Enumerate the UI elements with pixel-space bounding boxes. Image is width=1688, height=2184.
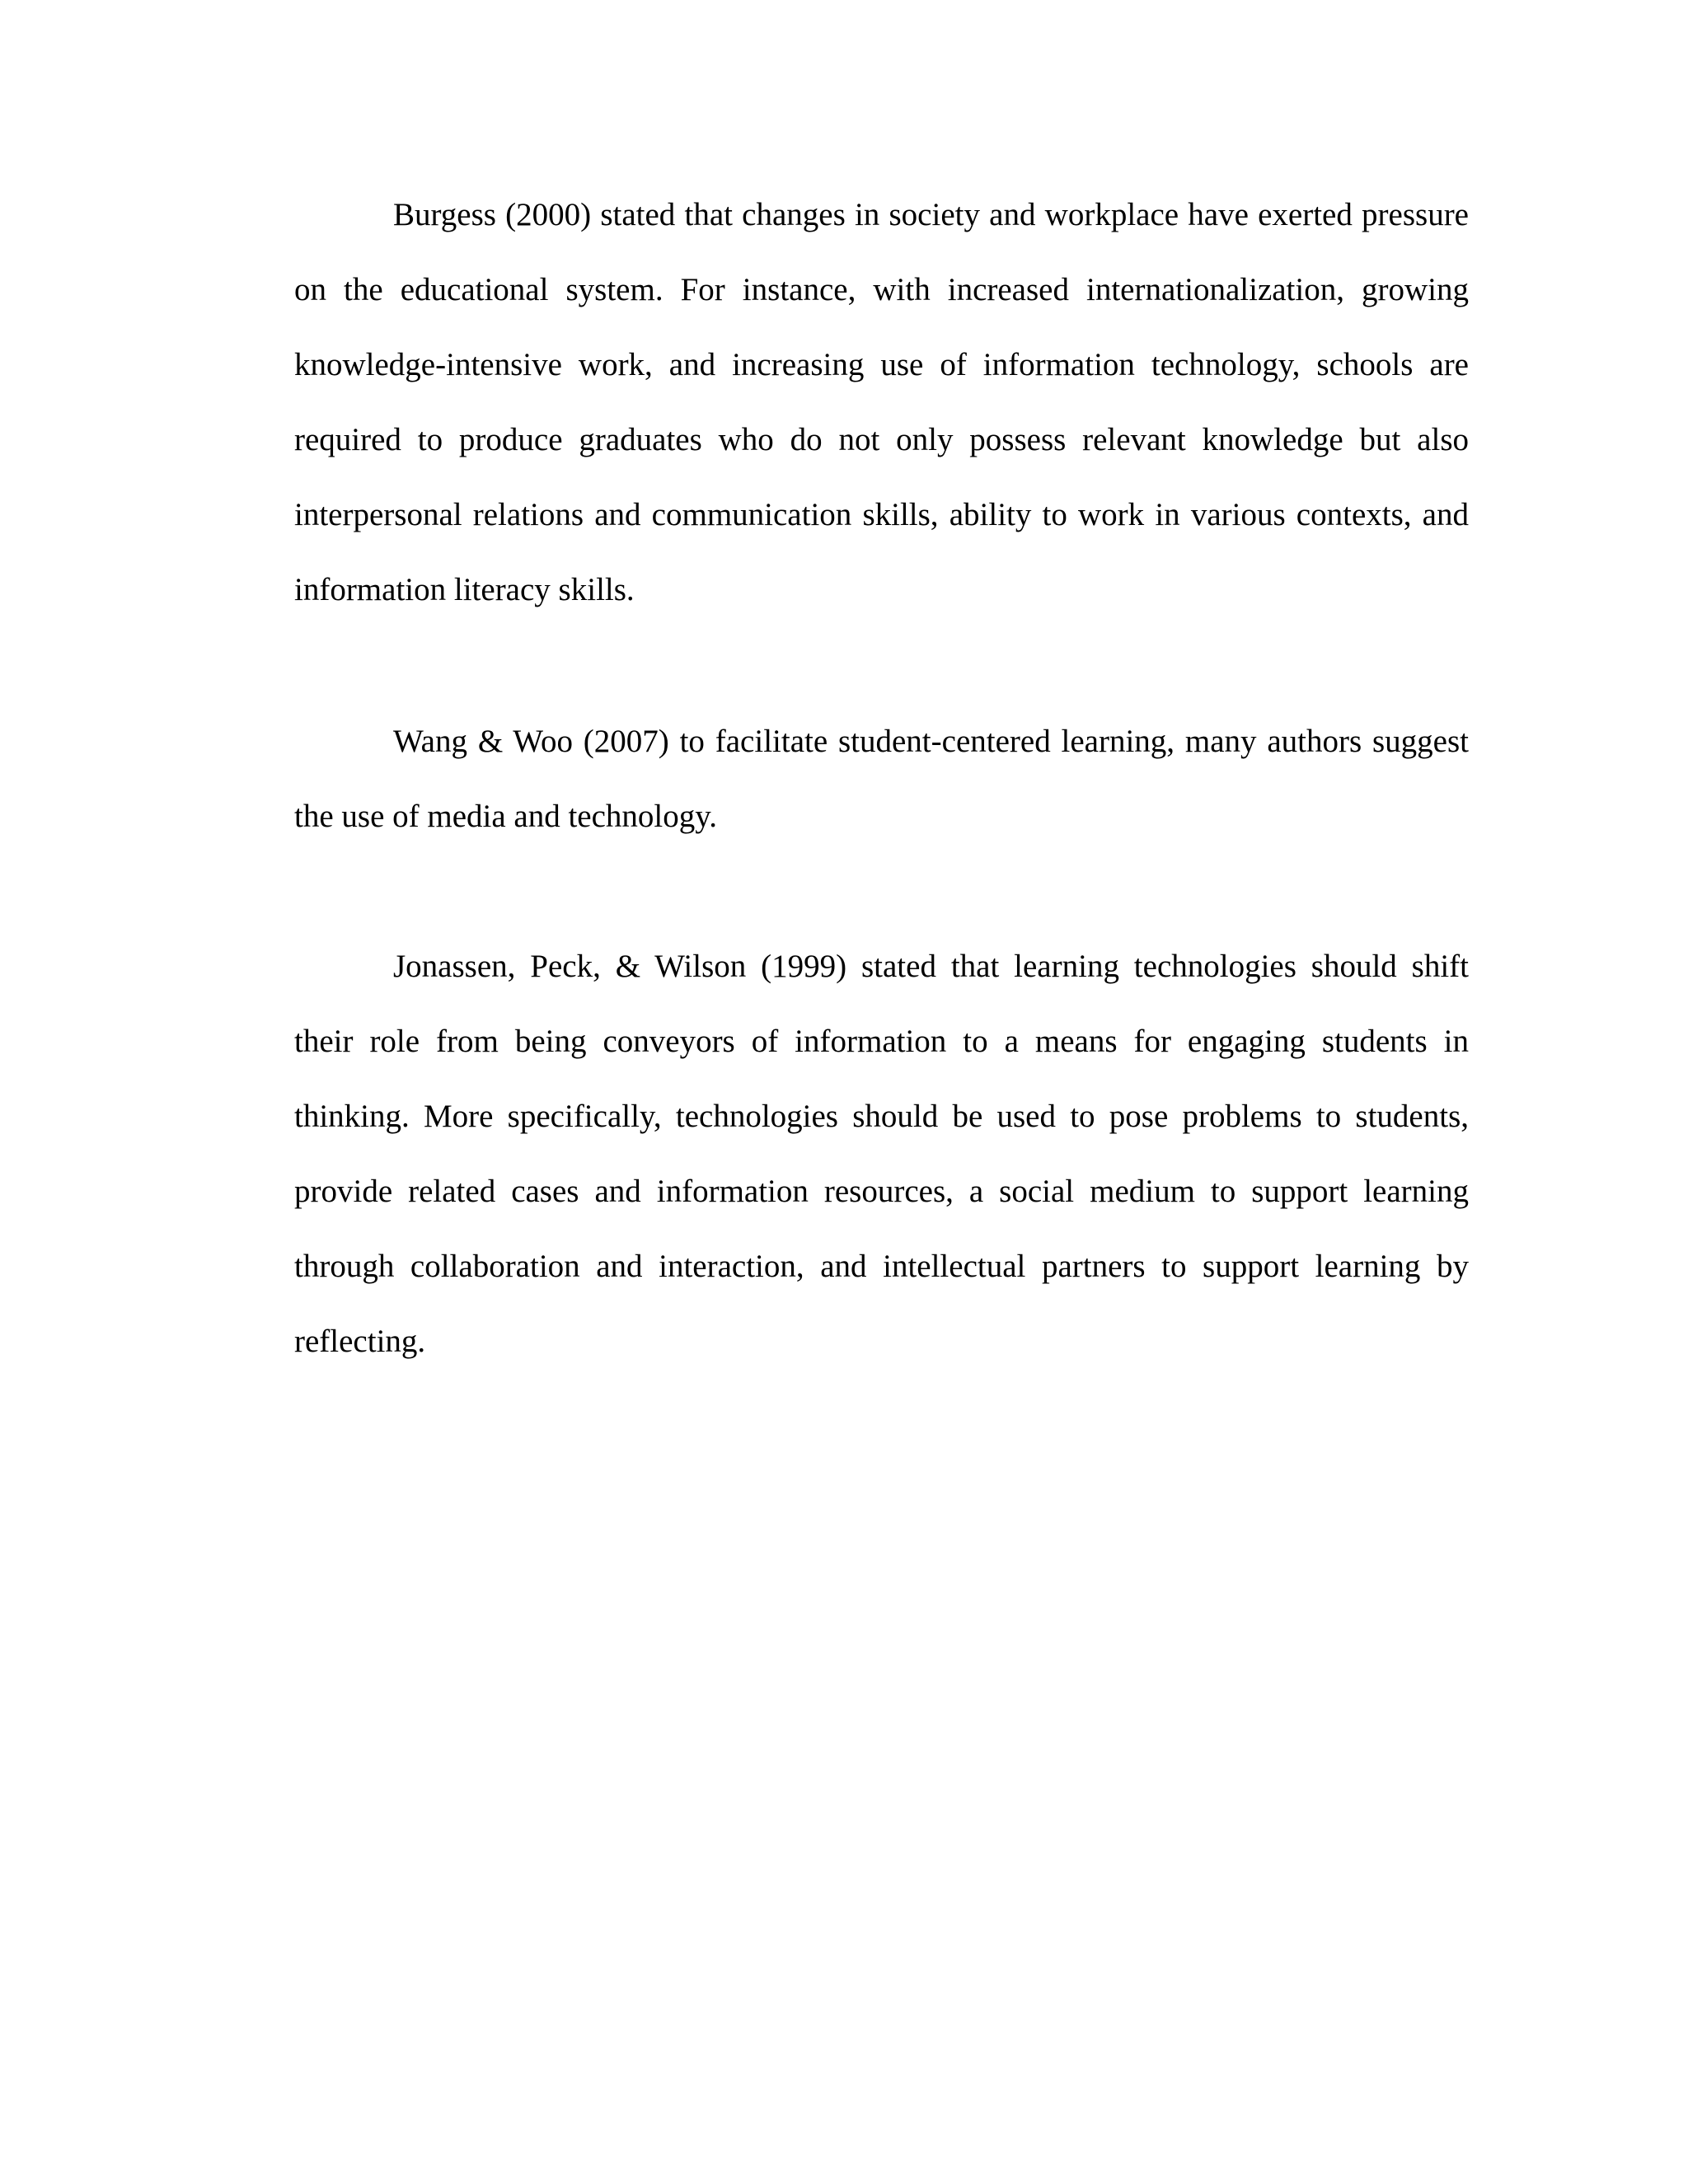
paragraph-burgess: Burgess (2000) stated that changes in society and workplace have exerted pressure on the educational system. For instance, with increased internationalization, growing knowledge-intensive work, and increasing use of information technology, schools are required to produce graduates who do not only possess relevant knowledge but also interpersonal relations and communication skills, ability to work in various contexts, and information literacy skills. xyxy=(294,197,1469,607)
paragraph-jonassen: Jonassen, Peck, & Wilson (1999) stated that learning technologies should shift their role from being conveyors of information to a means for engaging students in thinking. More specifically, technologies should be used to pose problems to students, provide related cases and information resources, a social medium to support learning through collaboration and interaction, and intellectual partners to support learning by reflecting. xyxy=(294,949,1469,1359)
paragraph-wang-woo: Wang & Woo (2007) to facilitate student-centered learning, many authors suggest the use of media and technology. xyxy=(294,724,1469,834)
